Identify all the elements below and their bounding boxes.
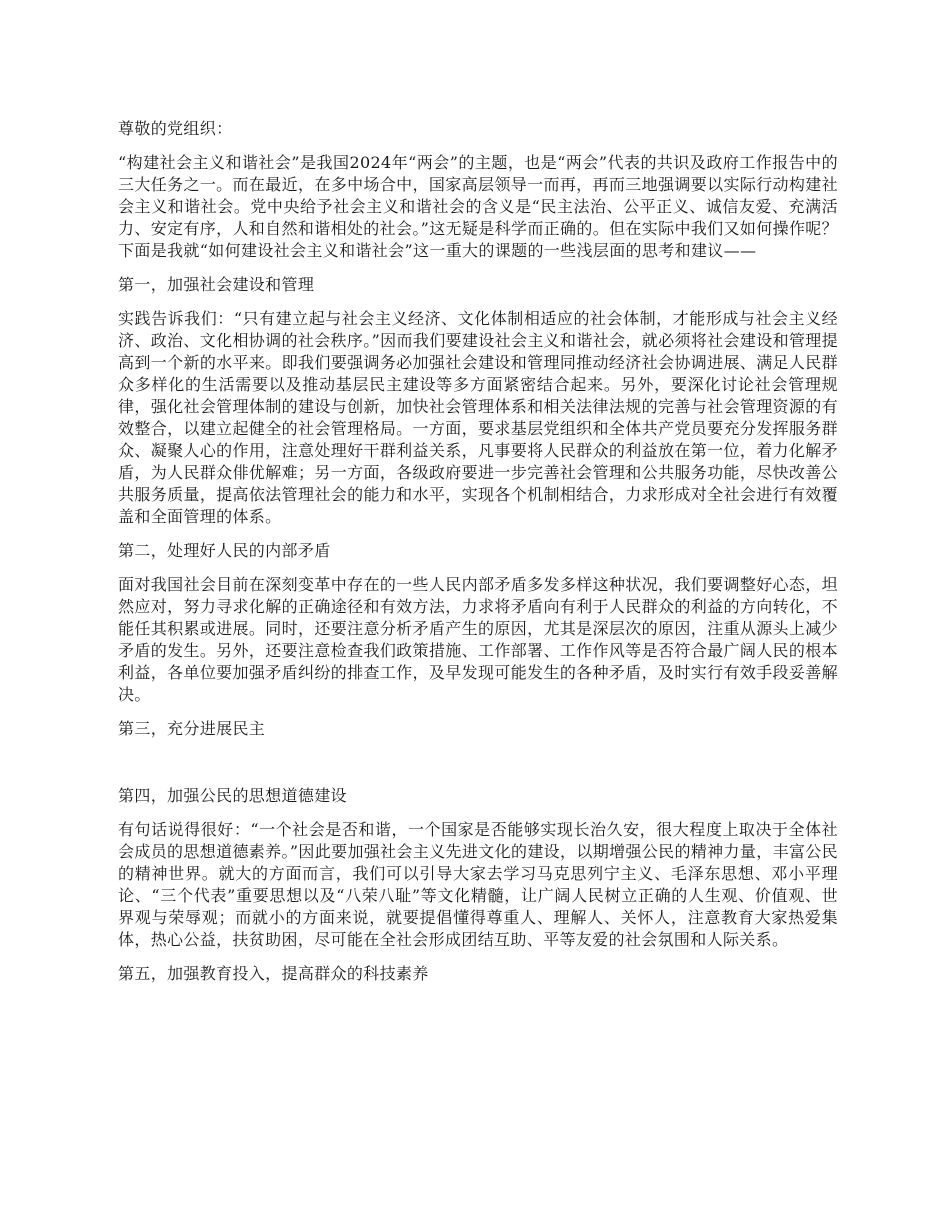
section-1-heading: 第一，加强社会建设和管理 <box>118 275 315 294</box>
salutation: 尊敬的党组织： <box>118 119 233 138</box>
section-5-heading: 第五，加强教育投入，提高群众的科技素养 <box>118 964 429 983</box>
document-page <box>118 118 838 985</box>
section-1-body: 实践告诉我们：“只有建立起与社会主义经济、文化体制相适应的社会体制，才能形成与社会主义经济、政治、文化相协调的社会秩序。”因而我们要建设社会主义和谐社会，就必须将社会建设和管理提高到一个新的水平来。即我们要强调务必加强社会建设和管理同推动经济社会协调进展、满足人民群众多样化的生活需要以及推动基层民主建设等多方面紧密结合起来。另外，要深化讨论社会管理规律，强化社会管理体制的建设与创新，加快社会管理体系和相关法律法规的完善与社会管理资源的有效整合，以建立起健全的社会管理格局。一方面，要求基层党组织和全体共产党员要充分发挥服务群众、凝聚人心的作用，注意处理好干群利益关系，凡事要将人民群众的利益放在第一位，着力化解矛盾，为人民群众俳优解难；另一方面，各级政府要进一步完善社会管理和公共服务功能，尽快改善公共服务质量，提高依法管理社会的能力和水平，实现各个机制相结合，力求形成对全社会进行有效覆盖和全面管理的体系。 <box>118 309 838 526</box>
section-4-heading: 第四，加强公民的思想道德建设 <box>118 786 347 805</box>
intro-paragraph: “构建社会主义和谐社会”是我国2024年“两会”的主题，也是“两会”代表的共识及政府工作报告中的三大任务之一。而在最近，在多中场合中，国家高层领导一而再，再而三地强调要以实际行动构建社会主义和谐社会。党中央给予社会主义和谐社会的含义是“民主法治、公平正义、诚信友爱、充满活力、安定有序，人和自然和谐相处的社会。”这无疑是科学而正确的。但在实际中我们又如何操作呢？下面是我就“如何建设社会主义和谐社会”这一重大的课题的一些浅层面的思考和建议—— <box>118 153 838 260</box>
section-4-body: 有句话说得很好：“一个社会是否和谐，一个国家是否能够实现长治久安，很大程度上取决于全体社会成员的思想道德素养。”因此要加强社会主义先进文化的建设，以期增强公民的精神力量，丰富公民的精神世界。就大的方面而言，我们可以引导大家去学习马克思列宁主义、毛泽东思想、邓小平理论、“三个代表”重要思想以及“八荣八耻”等文化精髓，让广阔人民树立正确的人生观、价值观、世界观与荣辱观；而就小的方面来说，就要提倡懂得尊重人、理解人、关怀人，注意教育大家热爱集体，热心公益，扶贫助困，尽可能在全社会形成团结互助、平等友爱的社会氛围和人际关系。 <box>118 820 838 949</box>
section-2-body: 面对我国社会目前在深刻变革中存在的一些人民内部矛盾多发多样这种状况，我们要调整好心态，坦然应对，努力寻求化解的正确途径和有效方法，力求将矛盾向有利于人民群众的利益的方向转化，不能任其积累或进展。同时，还要注意分析矛盾产生的原因，尤其是深层次的原因，注重从源头上减少矛盾的发生。另外，还要注意检查我们政策措施、工作部署、工作作风等是否符合最广阔人民的根本利益，各单位要加强矛盾纠纷的排查工作，及早发现可能发生的各种矛盾，及时实行有效手段妥善解决。 <box>118 575 838 704</box>
section-3-heading: 第三，充分进展民主 <box>118 719 266 738</box>
section-2-heading: 第二，处理好人民的内部矛盾 <box>118 541 331 560</box>
